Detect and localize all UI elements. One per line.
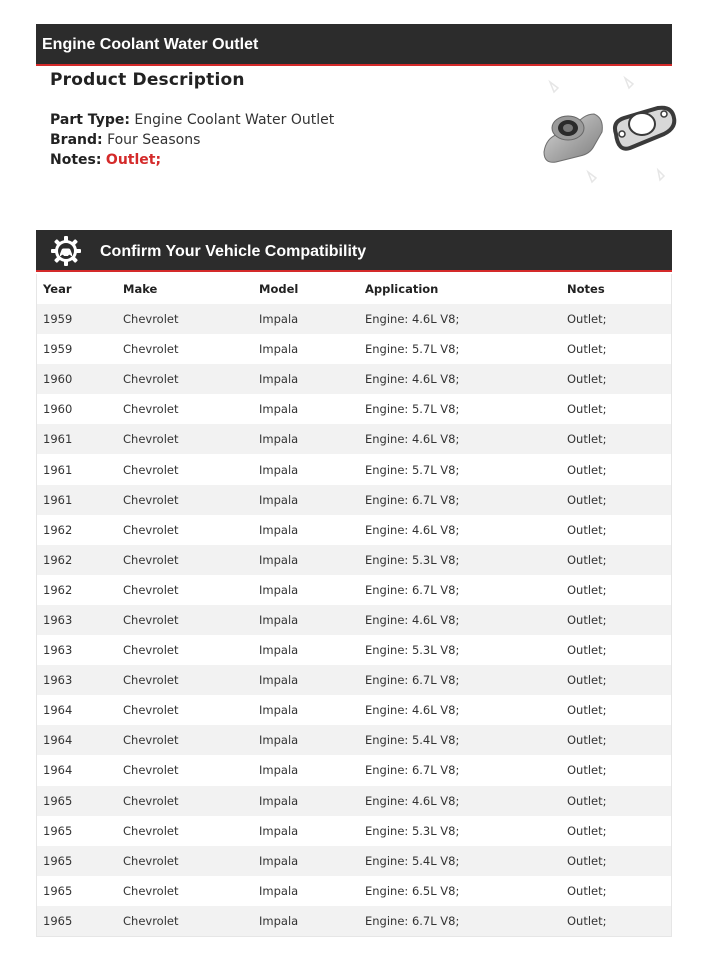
cell-application: Engine: 6.7L V8; bbox=[365, 492, 460, 507]
cell-year: 1964 bbox=[43, 763, 73, 778]
cell-make: Chevrolet bbox=[123, 883, 179, 898]
page-title: Engine Coolant Water Outlet bbox=[42, 36, 259, 53]
cell-year: 1962 bbox=[43, 522, 73, 537]
cell-make: Chevrolet bbox=[123, 582, 179, 597]
cell-make: Chevrolet bbox=[123, 612, 179, 627]
cell-make: Chevrolet bbox=[123, 853, 179, 868]
product-description bbox=[50, 70, 510, 170]
table-row bbox=[37, 665, 671, 695]
cell-model: Impala bbox=[259, 883, 299, 898]
cell-application: Engine: 6.7L V8; bbox=[365, 582, 460, 597]
cell-year: 1959 bbox=[43, 312, 73, 327]
compatibility-title: Confirm Your Vehicle Compatibility bbox=[100, 243, 367, 260]
cell-model: Impala bbox=[259, 823, 299, 838]
cell-year: 1965 bbox=[43, 883, 73, 898]
cell-notes: Outlet; bbox=[567, 883, 607, 898]
cell-model: Impala bbox=[259, 582, 299, 597]
cell-notes: Outlet; bbox=[567, 402, 607, 417]
cell-make: Chevrolet bbox=[123, 492, 179, 507]
cell-model: Impala bbox=[259, 312, 299, 327]
part-type-label: Part Type: bbox=[50, 112, 130, 128]
cell-year: 1961 bbox=[43, 432, 73, 447]
cell-application: Engine: 5.3L V8; bbox=[365, 643, 460, 658]
cell-notes: Outlet; bbox=[567, 552, 607, 567]
cell-application: Engine: 6.7L V8; bbox=[365, 763, 460, 778]
table-row bbox=[37, 334, 671, 364]
table-row bbox=[37, 424, 671, 454]
notes-row bbox=[50, 150, 510, 170]
cell-model: Impala bbox=[259, 733, 299, 748]
table-row bbox=[37, 906, 671, 936]
cell-notes: Outlet; bbox=[567, 853, 607, 868]
table-header-row bbox=[37, 274, 671, 304]
cell-make: Chevrolet bbox=[123, 372, 179, 387]
cell-make: Chevrolet bbox=[123, 763, 179, 778]
table-row bbox=[37, 816, 671, 846]
cell-model: Impala bbox=[259, 372, 299, 387]
cell-notes: Outlet; bbox=[567, 913, 607, 928]
cell-year: 1962 bbox=[43, 552, 73, 567]
cell-application: Engine: 6.7L V8; bbox=[365, 673, 460, 688]
cell-application: Engine: 6.5L V8; bbox=[365, 883, 460, 898]
brand-label: Brand: bbox=[50, 132, 103, 148]
cell-notes: Outlet; bbox=[567, 432, 607, 447]
compatibility-table bbox=[36, 274, 672, 937]
cell-notes: Outlet; bbox=[567, 733, 607, 748]
cell-model: Impala bbox=[259, 462, 299, 477]
cell-make: Chevrolet bbox=[123, 312, 179, 327]
cell-make: Chevrolet bbox=[123, 522, 179, 537]
cell-make: Chevrolet bbox=[123, 823, 179, 838]
cell-notes: Outlet; bbox=[567, 763, 607, 778]
table-row bbox=[37, 364, 671, 394]
table-row bbox=[37, 846, 671, 876]
cell-make: Chevrolet bbox=[123, 913, 179, 928]
cell-make: Chevrolet bbox=[123, 733, 179, 748]
part-type-value: Engine Coolant Water Outlet bbox=[134, 112, 335, 128]
cell-application: Engine: 4.6L V8; bbox=[365, 703, 460, 718]
cell-notes: Outlet; bbox=[567, 342, 607, 357]
cell-application: Engine: 4.6L V8; bbox=[365, 432, 460, 447]
cell-model: Impala bbox=[259, 643, 299, 658]
cell-application: Engine: 5.7L V8; bbox=[365, 402, 460, 417]
cell-make: Chevrolet bbox=[123, 643, 179, 658]
cell-model: Impala bbox=[259, 673, 299, 688]
cell-model: Impala bbox=[259, 612, 299, 627]
cell-model: Impala bbox=[259, 492, 299, 507]
cell-application: Engine: 6.7L V8; bbox=[365, 913, 460, 928]
cell-notes: Outlet; bbox=[567, 522, 607, 537]
table-row bbox=[37, 755, 671, 785]
table-row bbox=[37, 695, 671, 725]
table-row bbox=[37, 635, 671, 665]
table-row bbox=[37, 725, 671, 755]
cell-application: Engine: 4.6L V8; bbox=[365, 522, 460, 537]
table-row bbox=[37, 454, 671, 484]
compatibility-header-bar bbox=[36, 230, 672, 272]
cell-notes: Outlet; bbox=[567, 462, 607, 477]
cell-model: Impala bbox=[259, 703, 299, 718]
cell-year: 1965 bbox=[43, 823, 73, 838]
cell-model: Impala bbox=[259, 432, 299, 447]
cell-make: Chevrolet bbox=[123, 673, 179, 688]
cell-notes: Outlet; bbox=[567, 372, 607, 387]
brand-row bbox=[50, 130, 510, 150]
cell-notes: Outlet; bbox=[567, 793, 607, 808]
table-row bbox=[37, 515, 671, 545]
brand-value: Four Seasons bbox=[107, 132, 201, 148]
cell-application: Engine: 4.6L V8; bbox=[365, 372, 460, 387]
cell-model: Impala bbox=[259, 853, 299, 868]
cell-notes: Outlet; bbox=[567, 673, 607, 688]
cell-model: Impala bbox=[259, 402, 299, 417]
cell-model: Impala bbox=[259, 342, 299, 357]
cell-year: 1964 bbox=[43, 703, 73, 718]
cell-year: 1960 bbox=[43, 372, 73, 387]
cell-make: Chevrolet bbox=[123, 793, 179, 808]
cell-application: Engine: 5.3L V8; bbox=[365, 552, 460, 567]
cell-application: Engine: 5.4L V8; bbox=[365, 733, 460, 748]
table-row bbox=[37, 575, 671, 605]
column-header-make: Make bbox=[123, 282, 158, 296]
table-row bbox=[37, 394, 671, 424]
column-header-application: Application bbox=[365, 282, 439, 296]
cell-make: Chevrolet bbox=[123, 462, 179, 477]
cell-year: 1963 bbox=[43, 612, 73, 627]
cell-year: 1961 bbox=[43, 462, 73, 477]
cell-model: Impala bbox=[259, 552, 299, 567]
cell-application: Engine: 5.3L V8; bbox=[365, 823, 460, 838]
page-header-bar bbox=[36, 24, 672, 66]
cell-model: Impala bbox=[259, 522, 299, 537]
table-row bbox=[37, 786, 671, 816]
cell-application: Engine: 4.6L V8; bbox=[365, 312, 460, 327]
table-row bbox=[37, 304, 671, 334]
cell-year: 1959 bbox=[43, 342, 73, 357]
cell-application: Engine: 5.7L V8; bbox=[365, 462, 460, 477]
cell-application: Engine: 4.6L V8; bbox=[365, 612, 460, 627]
cell-year: 1965 bbox=[43, 793, 73, 808]
cell-notes: Outlet; bbox=[567, 312, 607, 327]
cell-application: Engine: 5.7L V8; bbox=[365, 342, 460, 357]
table-row bbox=[37, 876, 671, 906]
description-heading: Product Description bbox=[50, 70, 245, 90]
cell-notes: Outlet; bbox=[567, 612, 607, 627]
cell-make: Chevrolet bbox=[123, 552, 179, 567]
cell-year: 1962 bbox=[43, 582, 73, 597]
cell-year: 1960 bbox=[43, 402, 73, 417]
cell-year: 1965 bbox=[43, 913, 73, 928]
column-header-year: Year bbox=[43, 282, 72, 296]
water-outlet-product-image bbox=[530, 72, 680, 200]
notes-label: Notes: bbox=[50, 152, 102, 168]
cell-year: 1961 bbox=[43, 492, 73, 507]
cell-year: 1964 bbox=[43, 733, 73, 748]
cell-year: 1963 bbox=[43, 643, 73, 658]
cell-notes: Outlet; bbox=[567, 823, 607, 838]
cell-notes: Outlet; bbox=[567, 643, 607, 658]
cell-model: Impala bbox=[259, 763, 299, 778]
table-row bbox=[37, 485, 671, 515]
cell-application: Engine: 4.6L V8; bbox=[365, 793, 460, 808]
cell-application: Engine: 5.4L V8; bbox=[365, 853, 460, 868]
cell-model: Impala bbox=[259, 793, 299, 808]
cell-model: Impala bbox=[259, 913, 299, 928]
gear-car-icon bbox=[50, 235, 82, 267]
cell-notes: Outlet; bbox=[567, 703, 607, 718]
column-header-model: Model bbox=[259, 282, 299, 296]
cell-make: Chevrolet bbox=[123, 703, 179, 718]
cell-make: Chevrolet bbox=[123, 342, 179, 357]
cell-notes: Outlet; bbox=[567, 492, 607, 507]
part-type-row bbox=[50, 110, 510, 130]
cell-notes: Outlet; bbox=[567, 582, 607, 597]
table-row bbox=[37, 545, 671, 575]
cell-year: 1965 bbox=[43, 853, 73, 868]
cell-make: Chevrolet bbox=[123, 432, 179, 447]
cell-make: Chevrolet bbox=[123, 402, 179, 417]
notes-value: Outlet; bbox=[105, 152, 162, 168]
table-row bbox=[37, 605, 671, 635]
column-header-notes: Notes bbox=[567, 282, 605, 296]
cell-year: 1963 bbox=[43, 673, 73, 688]
